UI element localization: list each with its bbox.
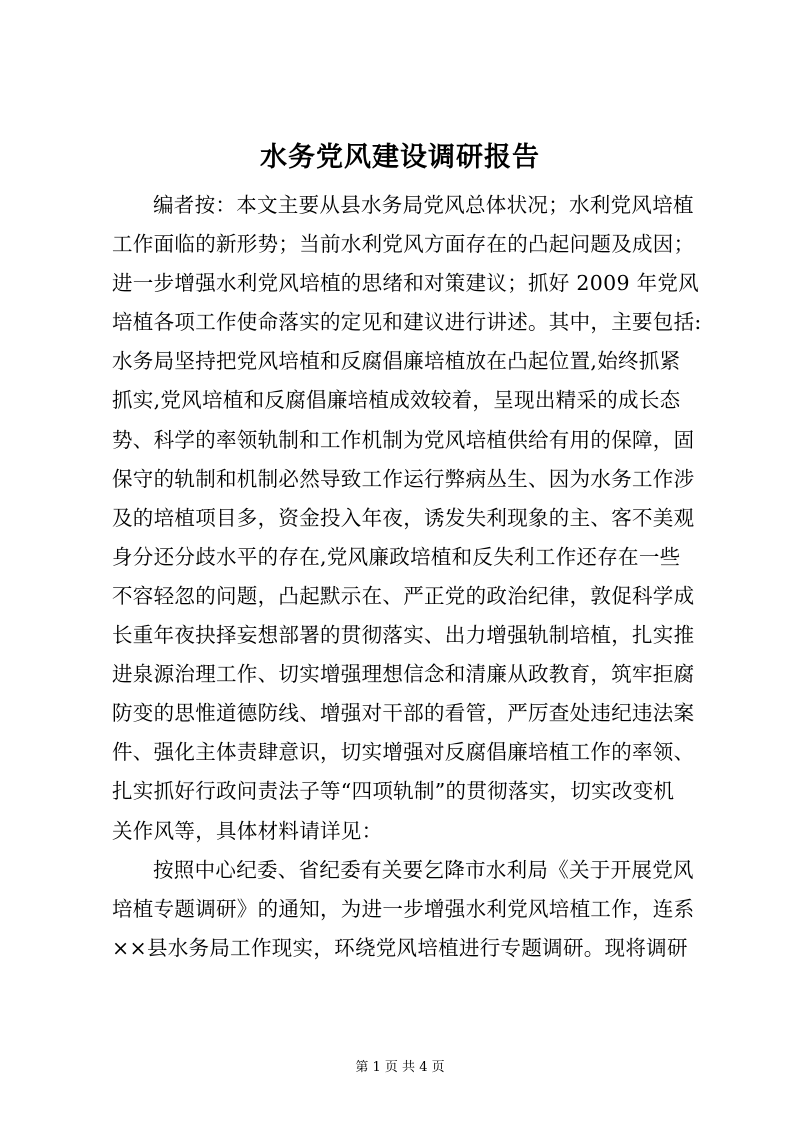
text-line: 不容轻忽的问题，凸起默示在、严正党的政治纪律，敦促科学成 — [112, 583, 695, 608]
paragraph — [112, 851, 712, 968]
text-line: ××县水务局工作现实，环绕党风培植进行专题调研。现将调研 — [112, 935, 688, 960]
text-line: 培植专题调研》的通知，为进一步增强水利党风培植工作，连系 — [112, 896, 695, 921]
page-footer: 第 1 页 共 4 页 — [355, 1060, 445, 1075]
text-line: 抓实,党风培植和反腐倡廉培植成效较着，呈现出精采的成长态 — [112, 388, 681, 413]
document-title: 水务党风建设调研报告 — [260, 142, 540, 173]
paragraph — [112, 186, 712, 851]
text-line: 进泉源治理工作、切实增强理想信念和清廉从政教育，筑牢拒腐 — [112, 662, 695, 687]
text-line: 长重年夜抉择妄想部署的贯彻落实、出力增强轨制培植，扎实推 — [112, 623, 695, 648]
text-line: 培植各项工作使命落实的定见和建议进行讲述。其中，主要包括: — [112, 310, 702, 335]
text-line: 按照中心纪委、省纪委有关要乞降市水利局《关于开展党风 — [153, 857, 694, 882]
text-line: 件、强化主体责肆意识，切实增强对反腐倡廉培植工作的率领、 — [112, 740, 695, 765]
text-line: 身分还分歧水平的存在,党风廉政培植和反失利工作还存在一些 — [112, 544, 681, 569]
text-line: 及的培植项目多，资金投入年夜，诱发失利现象的主、客不美观 — [112, 505, 695, 530]
text-line: 关作风等，具体材料请详见： — [112, 818, 383, 843]
text-line: 工作面临的新形势；当前水利党风方面存在的凸起问题及成因； — [112, 232, 695, 257]
text-line: 势、科学的率领轨制和工作机制为党风培植供给有用的保障，固 — [112, 427, 695, 452]
text-line: 防变的思惟道德防线、增强对干部的看管，严厉查处违纪违法案 — [112, 701, 695, 726]
text-line: 水务局坚持把党风培植和反腐倡廉培植放在凸起位置,始终抓紧 — [112, 349, 681, 374]
document-body — [112, 186, 712, 968]
text-line: 保守的轨制和机制必然导致工作运行弊病丛生、因为水务工作涉 — [112, 466, 695, 491]
text-line: 编者按：本文主要从县水务局党风总体状况；水利党风培植 — [153, 193, 694, 217]
text-line: 进一步增强水利党风培植的思绪和对策建议；抓好 2009 年党风 — [112, 271, 700, 296]
text-line: 扎实抓好行政问责法子等“四项轨制”的贯彻落实，切实改变机 — [112, 779, 675, 804]
